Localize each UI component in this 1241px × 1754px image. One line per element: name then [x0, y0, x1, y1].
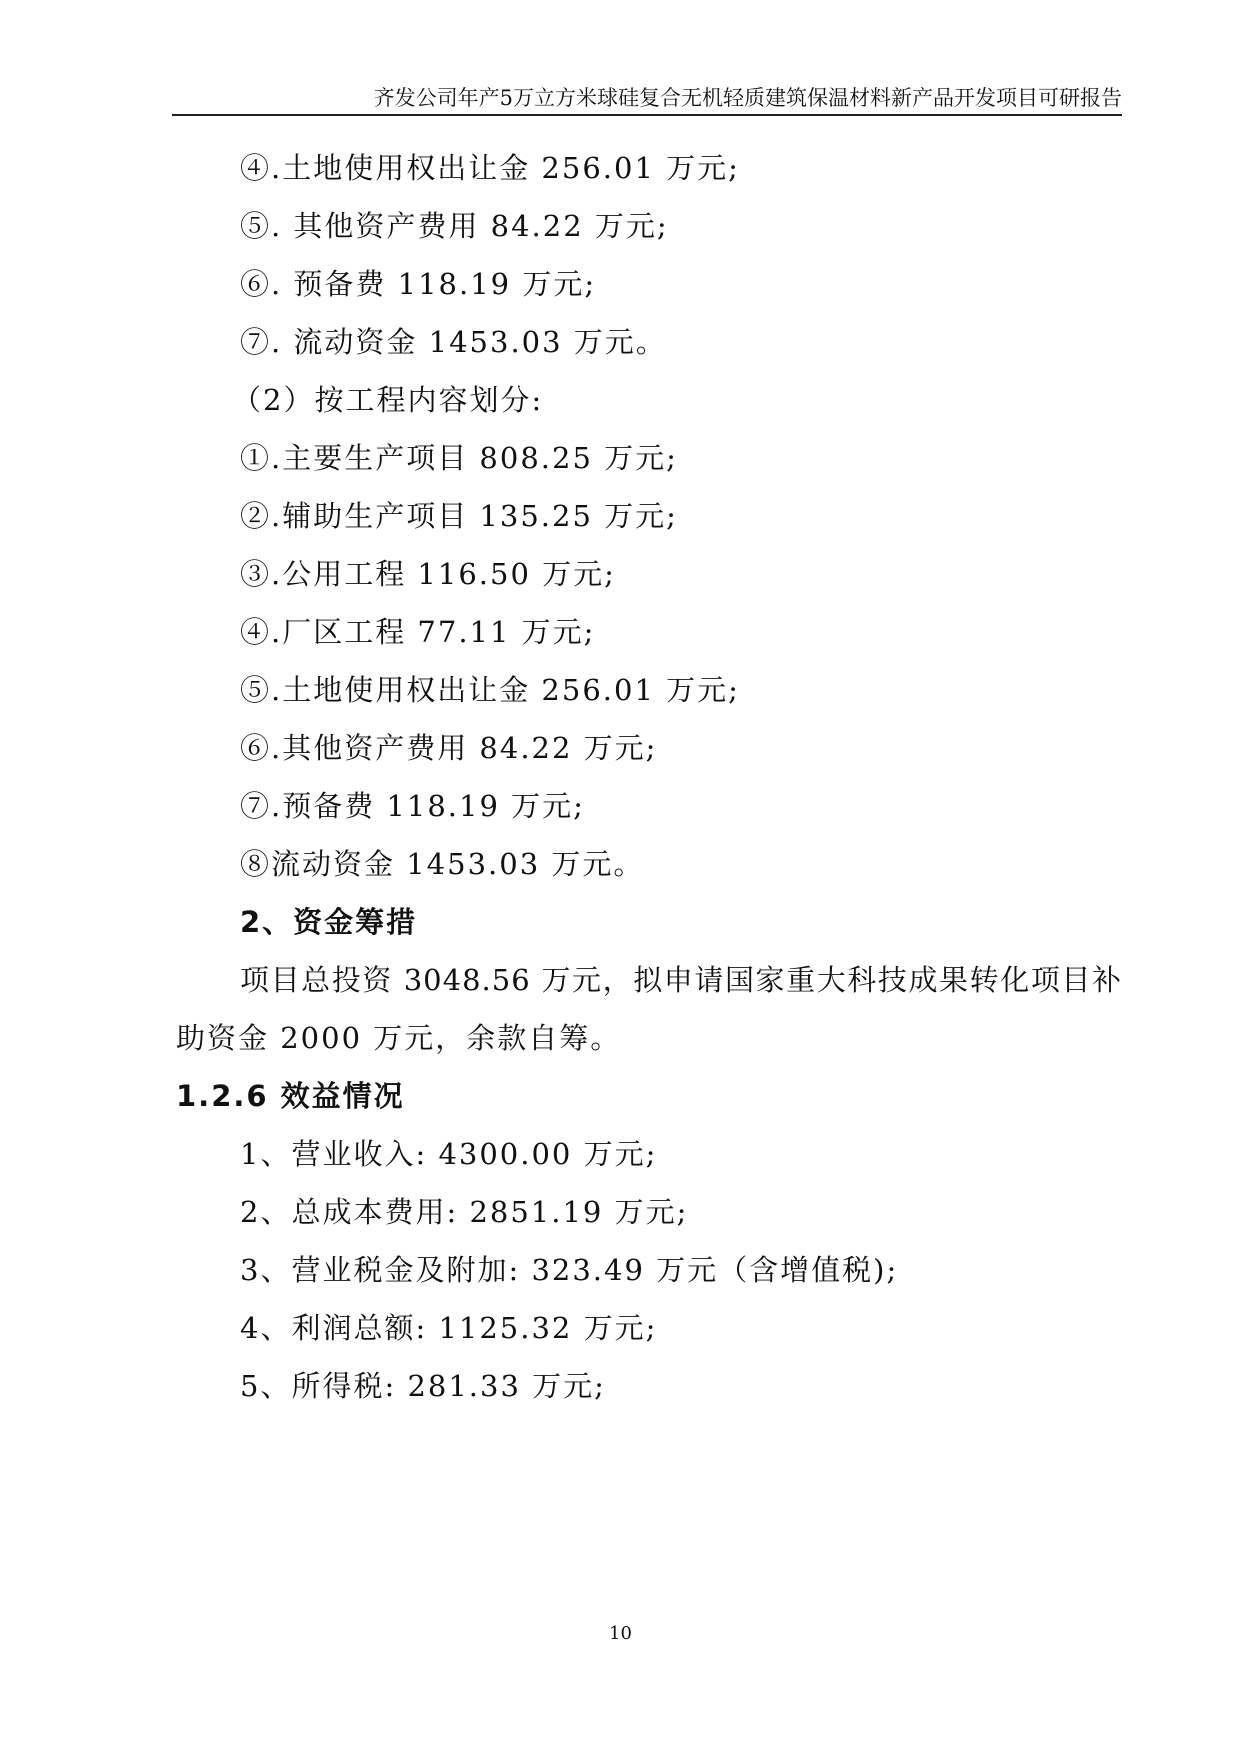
list-item: ①.主要生产项目 808.25 万元; [240, 441, 678, 475]
list-item: ②.辅助生产项目 135.25 万元; [240, 499, 678, 533]
list-item: ⑥. 预备费 118.19 万元; [240, 267, 597, 301]
page-number: 10 [609, 1623, 632, 1644]
paragraph-line: 助资金 2000 万元，余款自筹。 [176, 1021, 622, 1055]
list-item: ④.土地使用权出让金 256.01 万元; [240, 151, 740, 185]
list-item: 1、营业收入: 4300.00 万元; [240, 1137, 658, 1171]
section-heading-financing: 2、资金筹措 [240, 905, 418, 939]
list-item: ⑦.预备费 118.19 万元; [240, 789, 585, 823]
list-item: ⑤. 其他资产费用 84.22 万元; [240, 209, 669, 243]
list-item: 2、总成本费用: 2851.19 万元; [240, 1195, 689, 1229]
list-item: ⑤.土地使用权出让金 256.01 万元; [240, 673, 740, 707]
list-item: ③.公用工程 116.50 万元; [240, 557, 616, 591]
section-heading-benefits: 1.2.6 效益情况 [176, 1079, 405, 1113]
list-item: 5、所得税: 281.33 万元; [240, 1369, 606, 1403]
list-item: 3、营业税金及附加: 323.49 万元（含增值税); [240, 1253, 899, 1287]
list-item: ⑥.其他资产费用 84.22 万元; [240, 731, 658, 765]
header-divider [172, 114, 1122, 116]
running-header: 齐发公司年产5万立方米球硅复合无机轻质建筑保温材料新产品开发项目可研报告 [373, 86, 1122, 110]
list-item: 4、利润总额: 1125.32 万元; [240, 1311, 658, 1345]
list-item: ④.厂区工程 77.11 万元; [240, 615, 596, 649]
list-item: ⑧流动资金 1453.03 万元。 [240, 847, 645, 881]
subsection-heading: （2）按工程内容划分: [232, 383, 544, 417]
paragraph-line: 项目总投资 3048.56 万元，拟申请国家重大科技成果转化项目补 [240, 963, 1122, 997]
list-item: ⑦. 流动资金 1453.03 万元。 [240, 325, 667, 359]
